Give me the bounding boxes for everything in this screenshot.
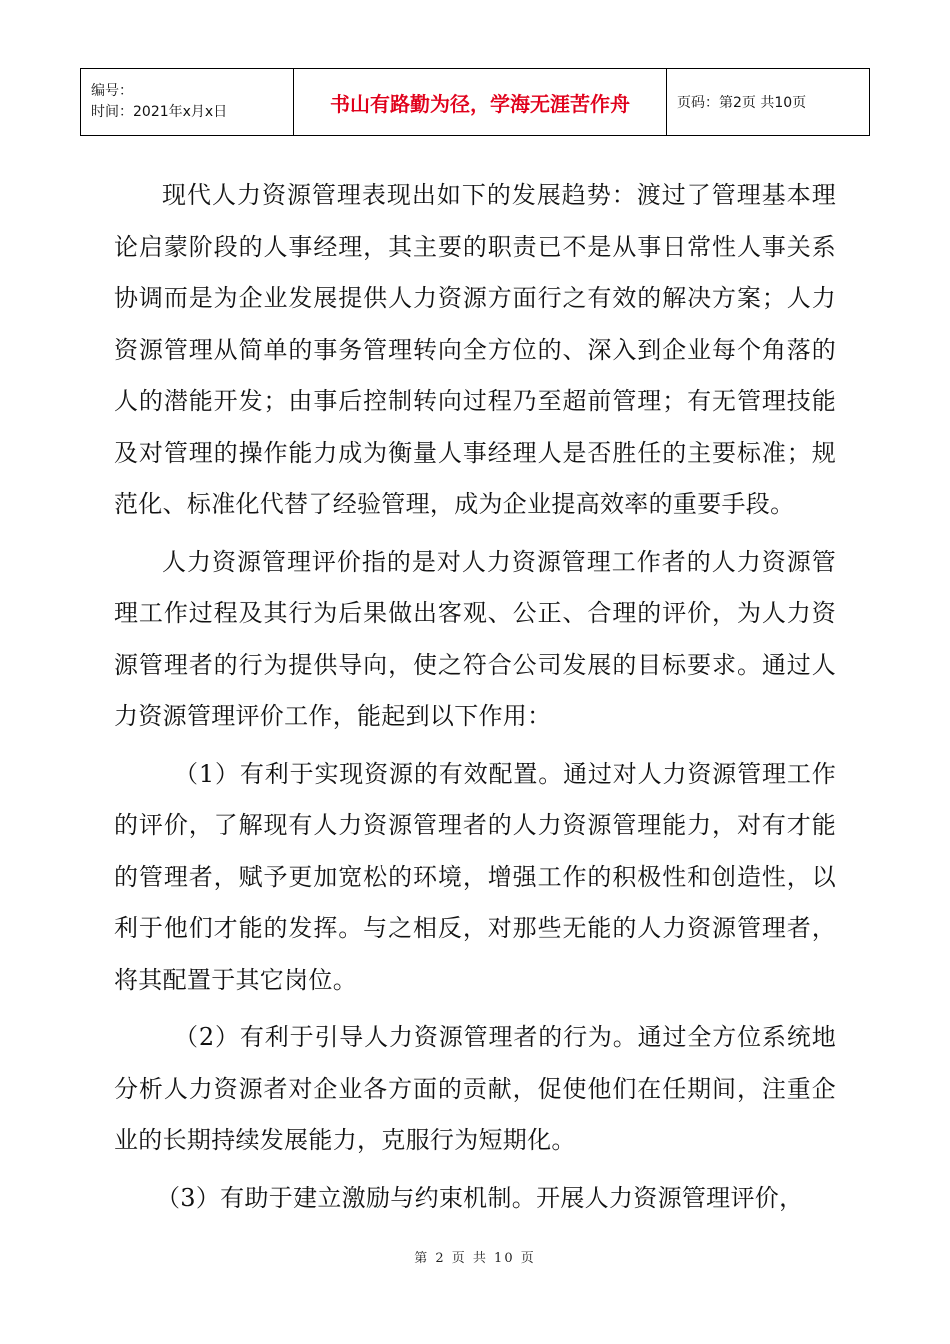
paragraph-point-3: （3）有助于建立激励与约束机制。开展人力资源管理评价， (156, 1183, 804, 1212)
paragraph-point-2: （2）有利于引导人力资源管理者的行为。通过全方位系统地分析人力资源者对企业各方面的贡献，促使他们在任期间，注重企业的长期持续发展能力，克服行为短期化。 (114, 1023, 836, 1154)
paragraph-trends: 现代人力资源管理表现出如下的发展趋势：渡过了管理基本理论启蒙阶段的人事经理，其主要的职责已不是从事日常性人事关系协调而是为企业发展提供人力资源方面行之有效的解决方案；人力资源管理从简单的事务管理转向全方位的、深入到企业每个角落的人的潜能开发；由事后控制转向过程乃至超前管理；有无管理技能及对管理的操作能力成为衡量人事经理人是否胜任的主要标准；规范化、标准化代替了经验管理，成为企业提高效率的重要手段。 (114, 181, 836, 518)
header-motto: 书山有路勤为径，学海无涯苦作舟 (294, 69, 667, 136)
paragraph-point-1: （1）有利于实现资源的有效配置。通过对人力资源管理工作的评价，了解现有人力资源管理者的人力资源管理能力，对有才能的管理者，赋予更加宽松的环境，增强工作的积极性和创造性，以利于他们才能的发挥。与之相反，对那些无能的人力资源管理者，将其配置于其它岗位。 (114, 759, 836, 994)
header-page-info: 页码：第2页 共10页 (667, 69, 870, 136)
header-meta (81, 69, 294, 136)
document-number: 编号： (91, 83, 133, 99)
document-header (80, 68, 870, 136)
page-footer: 第 2 页 共 10 页 (414, 1251, 536, 1266)
document-body (114, 170, 836, 1224)
paragraph-evaluation: 人力资源管理评价指的是对人力资源管理工作者的人力资源管理工作过程及其行为后果做出客观、公正、合理的评价，为人力资源管理者的行为提供导向，使之符合公司发展的目标要求。通过人力资源管理评价工作，能起到以下作用： (114, 547, 836, 730)
document-date: 时间：2021年x月x日 (91, 104, 228, 120)
